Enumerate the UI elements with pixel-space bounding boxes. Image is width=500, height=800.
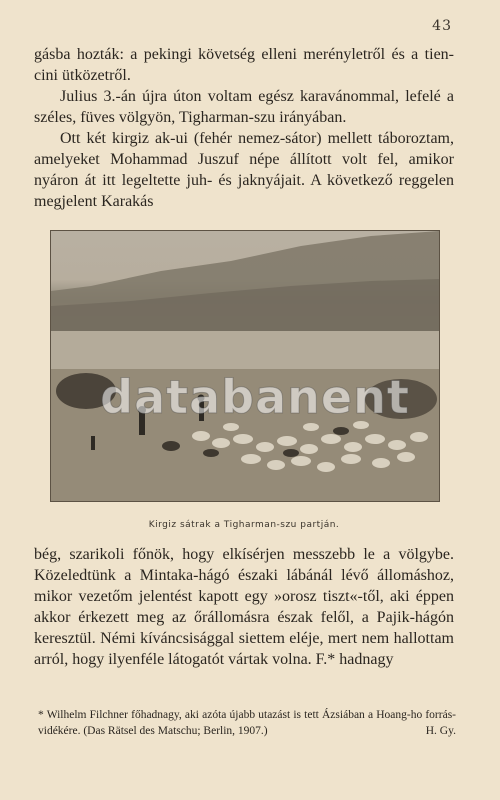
- footnote-text: * Wilhelm Filchner főhadnagy, aki azóta újabb utazást is tett Ázsiában a Hoang-ho forrás-vidékére. (Das Rätsel des Matschu; Berlin, 1907.): [38, 709, 456, 737]
- bottom-text-block: [34, 544, 454, 670]
- page-number: 43: [432, 18, 452, 34]
- paragraph-continuation: gásba hozták: a pekingi követség elleni merényletről és a tien-cini ütközetről.: [34, 46, 454, 84]
- paragraph-july-3: Julius 3.-án újra úton voltam egész karavánommal, lefelé a széles, füves völgyön, Tigharman-szu irányában.: [34, 88, 454, 126]
- footnote: [38, 707, 456, 739]
- photo-caption: Kirgiz sátrak a Tigharman-szu partján.: [148, 520, 340, 530]
- paragraph-karakas-beg: bég, szarikoli főnök, hogy elkísérjen messzebb le a völgybe. Közeledtünk a Mintaka-hágó északi lábánál lévő állomáshoz, mikor vezetőm jelentést kapott egy »orosz tiszt«-től, aki éppen akkor érkezett meg az őrállomásra észak felől, a Pajik-hágón keresztül. Némi kíváncsisággal siettem eléje, mert nem hallottam arról, hogy ilyenféle látogatót vártak volna. F.* hadnagy: [34, 546, 454, 668]
- footnote-initials: H. Gy.: [425, 725, 456, 737]
- paragraph-kirgiz-tents: Ott két kirgiz ak-ui (fehér nemez-sátor) mellett táboroztam, amelyeket Mohammad Juszuf népe állított volt fel, amikor nyáron át itt legeltette juh- és jaknyájait. A következő reggelen megjelent Karakás: [34, 130, 454, 210]
- watermark-logo: databanent: [100, 370, 410, 424]
- photo-kirgiz-tents: [50, 230, 440, 502]
- top-text-block: [34, 44, 454, 212]
